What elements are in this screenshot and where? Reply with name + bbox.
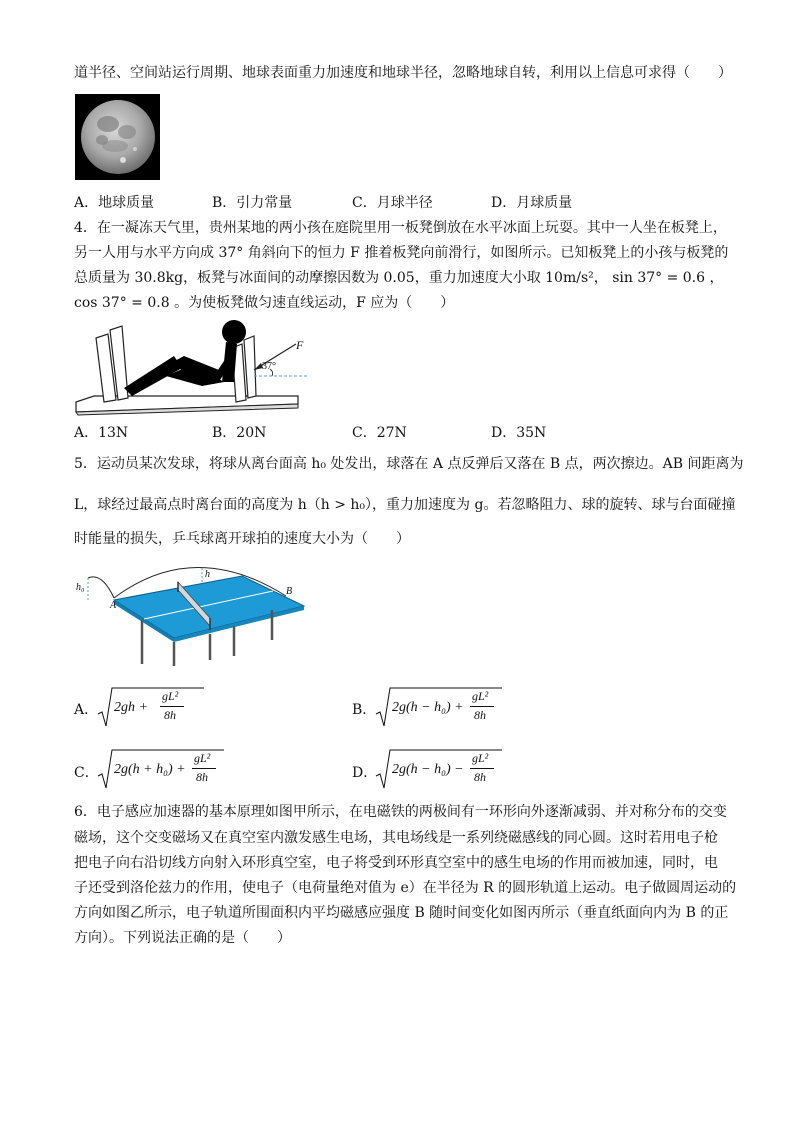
q4-option-c: C．27N	[352, 425, 407, 441]
q5-option-d-expression: 2g(h − h₀) − gL² 8h	[374, 748, 504, 792]
q4-stem-line: 总质量为 30.8kg，板凳与冰面间的动摩擦因数为 0.05，重力加速度大小取 10m/s²， sin 37° = 0.6 ，	[74, 270, 724, 286]
q4-option-d: D．35N	[491, 425, 547, 441]
q5-option-a-expression: 2gh + gL² 8h	[96, 686, 206, 730]
q5-option-a-letter: A．	[74, 702, 99, 718]
q4-stem-line: 另一人用与水平方向成 37° 角斜向下的恒力 F 推着板凳向前滑行，如图所示。已知板凳上的小孩与板凳的	[74, 245, 729, 261]
q5-option-d-letter: D．	[352, 765, 378, 781]
q4-option-a: A．13N	[74, 425, 129, 441]
force-label: F	[296, 338, 304, 352]
q6-stem-line: 子还受到洛伦兹力的作用，使电子（电荷量绝对值为 e）在半径为 R 的圆形轨道上运动。电子做圆周运动的	[74, 880, 737, 896]
q6-stem-line: 把电子向右沿切线方向射入环形真空室，电子将受到环形真空室中的感生电场的作用而被加速，同时，电	[74, 855, 718, 871]
q3-option-d: D．月球质量	[491, 195, 573, 211]
q5-option-c-letter: C．	[74, 765, 99, 781]
bench-figure	[74, 316, 324, 416]
q6-stem-line: 方向）。下列说法正确的是（ ）	[74, 930, 291, 946]
h-label: h	[205, 569, 210, 580]
point-a-label: A	[110, 600, 117, 611]
q5-stem-line: 5．运动员某次发球，将球从离台面高 h₀ 处发出，球落在 A 点反弹后又落在 B 点，两次擦边。AB 间距离为	[74, 456, 744, 472]
h0-label: h₀	[76, 582, 85, 593]
q4-option-b: B．20N	[212, 425, 267, 441]
q3-option-c: C．月球半径	[352, 195, 433, 211]
q4-stem-line: 4．在一凝冻天气里，贵州某地的两小孩在庭院里用一板凳倒放在水平冰面上玩耍。其中一人坐在板凳上，	[74, 220, 727, 236]
moon-image	[75, 94, 160, 180]
q3-option-a: A．地球质量	[74, 195, 155, 211]
q6-stem-line: 6．电子感应加速器的基本原理如图甲所示，在电磁铁的两极间有一环形向外逐渐减弱、并对称分布的交变	[74, 804, 727, 820]
q6-stem-line: 磁场，这个交变磁场又在真空室内激发感生电场，其电场线是一系列绕磁感线的同心圆。这时若用电子枪	[74, 830, 718, 846]
q5-stem-line: L，球经过最高点时离台面的高度为 h（h > h₀），重力加速度为 g。若忽略阻力、球的旋转、球与台面碰撞	[74, 497, 736, 513]
q3-option-b: B．引力常量	[212, 195, 293, 211]
q5-option-c-expression: 2g(h + h₀) + gL² 8h	[96, 748, 226, 792]
point-b-label: B	[286, 586, 293, 597]
q5-option-b-letter: B．	[352, 702, 377, 718]
q5-stem-line: 时能量的损失，乒乓球离开球拍的速度大小为（ ）	[74, 531, 410, 547]
angle-label: 37°	[262, 361, 276, 372]
q4-stem-line: cos 37° = 0.8 。为使板凳做匀速直线运动，F 应为（ ）	[74, 295, 455, 311]
q5-option-b-expression: 2g(h − h₀) + gL² 8h	[374, 686, 504, 730]
q3-stem-line: 道半径、空间站运行周期、地球表面重力加速度和地球半径，忽略地球自转，利用以上信息可求得（ ）	[74, 65, 732, 81]
table-tennis-figure	[74, 560, 310, 668]
q6-stem-line: 方向如图乙所示，电子轨道所围面积内平均磁感应强度 B 随时间变化如图丙所示（垂直纸面向内为 B 的正	[74, 905, 729, 921]
